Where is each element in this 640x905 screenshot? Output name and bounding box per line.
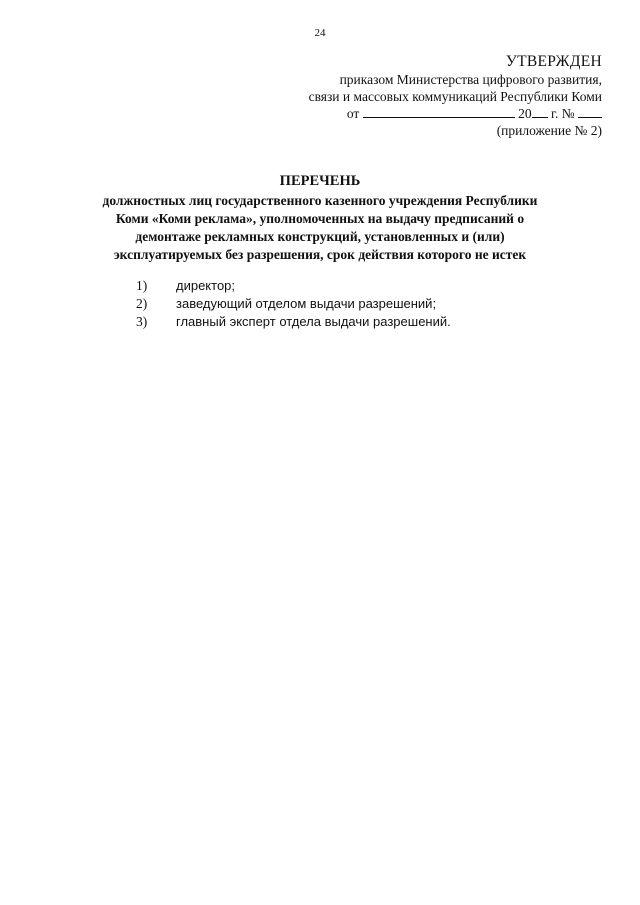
page-number: 24 [314, 27, 326, 39]
approval-block [309, 52, 602, 139]
subtitle-line: Коми «Коми реклама», уполномоченных на выдачу предписаний о [115, 211, 525, 226]
approval-line-ministry: приказом Министерства цифрового развития, [339, 72, 602, 87]
subtitle-line: эксплуатируемых без разрешения, срок действия которого не истек [113, 247, 527, 262]
order-number-blank [578, 105, 602, 118]
document-heading: ПЕРЕЧЕНЬ [279, 173, 361, 189]
document-title-block [0, 172, 640, 264]
subtitle-line: демонтаже рекламных конструкций, установленных и (или) [135, 229, 505, 244]
approval-date-line [309, 105, 602, 122]
year-suffix: г. № [550, 106, 575, 121]
list-item-text: главный эксперт отдела выдачи разрешений. [176, 314, 451, 329]
list-item [136, 295, 451, 313]
list-item [136, 313, 451, 331]
list-item-number: 1) [136, 278, 148, 293]
year-prefix: 20 [518, 106, 532, 121]
document-subtitle [0, 192, 640, 264]
list-item-number: 2) [136, 296, 148, 311]
date-blank [363, 105, 515, 118]
list-item-text: заведующий отделом выдачи разрешений; [176, 296, 437, 311]
list-item-number: 3) [136, 314, 148, 329]
positions-list [136, 277, 451, 331]
date-prefix: от [346, 106, 360, 121]
year-blank [532, 105, 548, 118]
list-item-text: директор; [176, 278, 236, 293]
approval-stamp: УТВЕРЖДЕН [505, 53, 602, 70]
annex-label: (приложение № 2) [496, 123, 602, 138]
approval-line-ministry-cont: связи и массовых коммуникаций Республики Коми [308, 89, 602, 104]
subtitle-line: должностных лиц государственного казенного учреждения Республики [102, 193, 538, 208]
list-item [136, 277, 451, 295]
